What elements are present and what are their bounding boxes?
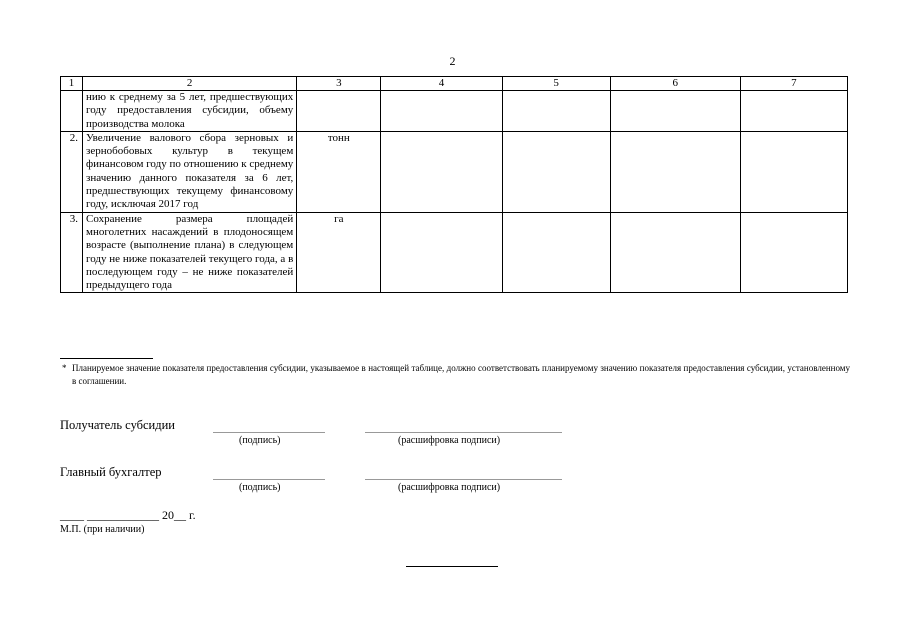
footnote <box>60 362 850 388</box>
value-cell <box>610 91 740 132</box>
indicator-description: Увеличение валового сбора зерновых и зернобобовых культур в текущем финансовом году по отношению к среднему значению данного показателя за 6 лет, предшествующих текущему финансовому году, исключая 2017 год <box>83 131 297 212</box>
row-number: 3. <box>61 212 83 293</box>
table-row <box>61 212 848 293</box>
accountant-decode-line <box>365 479 562 480</box>
unit-cell: тонн <box>297 131 381 212</box>
signature-caption: (подпись) <box>239 482 281 493</box>
recipient-label: Получатель субсидии <box>60 418 175 432</box>
table-header-row <box>61 77 848 91</box>
value-cell <box>502 131 610 212</box>
value-cell <box>610 212 740 293</box>
footnote-divider <box>60 358 153 359</box>
indicator-description: Сохранение размера площадей многолетних насаждений в плодоносящем возрасте (выполнение плана) в следующем году не ниже показателей текущего года, а в последующем году – не ниже показателей предыдущего года <box>83 212 297 293</box>
column-header: 7 <box>740 77 847 91</box>
table-row <box>61 131 848 212</box>
recipient-signature-line <box>213 432 325 433</box>
column-header: 5 <box>502 77 610 91</box>
column-header: 1 <box>61 77 83 91</box>
column-header: 6 <box>610 77 740 91</box>
column-header: 2 <box>83 77 297 91</box>
indicator-description: нию к среднему за 5 лет, предшествующих году предоставления субсидии, объему производства молока <box>83 91 297 132</box>
date-line: ____ ____________ 20__ г. <box>60 508 196 522</box>
value-cell <box>502 91 610 132</box>
indicator-table <box>60 76 848 293</box>
value-cell <box>610 131 740 212</box>
value-cell <box>740 91 847 132</box>
stamp-note: М.П. (при наличии) <box>60 524 145 535</box>
value-cell <box>381 131 502 212</box>
unit-cell: га <box>297 212 381 293</box>
footnote-marker: * <box>62 363 67 373</box>
value-cell <box>502 212 610 293</box>
table-row <box>61 91 848 132</box>
decode-caption: (расшифровка подписи) <box>398 482 501 493</box>
accountant-signature-line <box>213 479 325 480</box>
chief-accountant-label: Главный бухгалтер <box>60 465 162 479</box>
recipient-decode-line <box>365 432 562 433</box>
value-cell <box>381 212 502 293</box>
column-header: 4 <box>381 77 502 91</box>
value-cell <box>740 212 847 293</box>
row-number <box>61 91 83 132</box>
column-header: 3 <box>297 77 381 91</box>
value-cell <box>381 91 502 132</box>
decode-caption: (расшифровка подписи) <box>398 435 501 446</box>
unit-cell <box>297 91 381 132</box>
footnote-text: Планируемое значение показателя предоставления субсидии, указываемое в настоящей таблице, должно соответствовать планируемому значению показателя предоставления субсидии, установленному в соглашении. <box>72 363 850 386</box>
value-cell <box>740 131 847 212</box>
bottom-divider <box>406 566 498 567</box>
row-number: 2. <box>61 131 83 212</box>
signature-caption: (подпись) <box>239 435 281 446</box>
page-number: 2 <box>449 54 456 68</box>
